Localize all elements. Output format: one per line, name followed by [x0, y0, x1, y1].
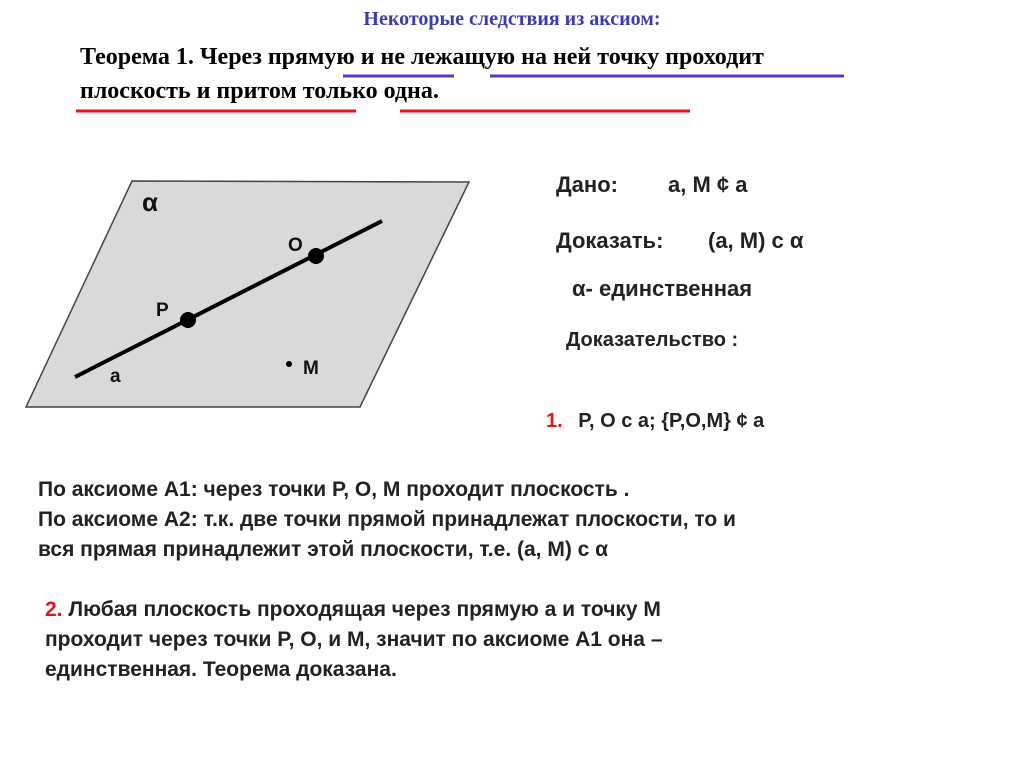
slide-heading: Некоторые следствия из аксиом: [363, 8, 661, 30]
theorem-line-2: плоскость и притом только одна. [80, 78, 439, 104]
point-o [308, 248, 324, 264]
axiom-line-1: По аксиоме А1: через точки P, O, M проходит плоскость . [38, 478, 630, 501]
prove-unique: α- единственная [572, 276, 753, 301]
axiom-line-3: вся прямая принадлежит этой плоскости, т.е. (a, M) c α [38, 538, 609, 561]
proof-step-2-line-1 [45, 598, 661, 622]
step-2-number: 2. [45, 598, 63, 621]
point-p-label: P [156, 300, 169, 321]
given-label: Дано: [556, 172, 618, 197]
given-value: a, M ¢ a [668, 172, 748, 197]
proof-step-2-line-3: единственная. Теорема доказана. [45, 658, 397, 681]
axiom-line-2: По аксиоме А2: т.к. две точки прямой принадлежат плоскости, то и [38, 508, 736, 531]
proof-step-1 [546, 410, 764, 433]
theorem-line-1: Теорема 1. Через прямую и не лежащую на ней точку проходит [80, 44, 764, 70]
point-p [180, 312, 196, 328]
step-1-number: 1. [546, 410, 563, 432]
point-m [286, 361, 292, 367]
step-1-text: P, O c a; {P,O,M} ¢ a [578, 410, 765, 432]
plane-label: α [142, 187, 158, 217]
point-o-label: O [288, 235, 303, 256]
proof-step-2-line-2: проходит через точки P, O, и M, значит по аксиоме А1 она – [45, 628, 663, 651]
plane-alpha [26, 181, 469, 407]
step-2-text-1: Любая плоскость проходящая через прямую а и точку М [62, 598, 661, 621]
prove-label: Доказать: [556, 228, 664, 253]
line-a-label: a [110, 366, 121, 387]
point-m-label: M [303, 358, 319, 379]
prove-value: (a, M) c α [708, 228, 804, 253]
proof-label: Доказательство : [566, 329, 739, 351]
